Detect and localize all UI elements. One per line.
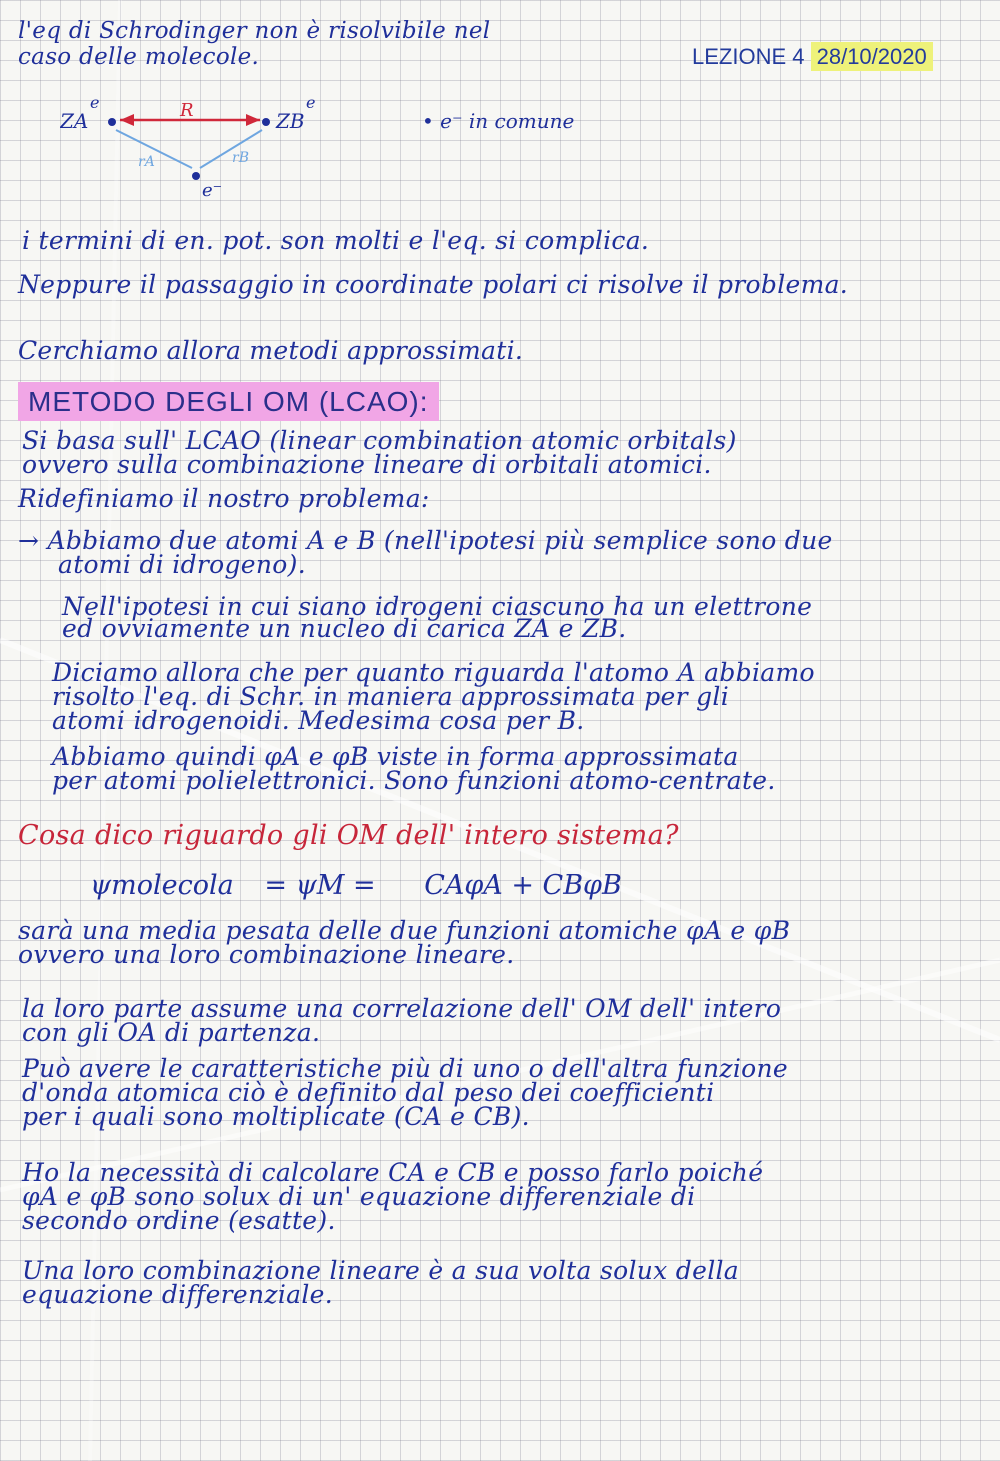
intro-line-1: i termini di en. pot. son molti e l'eq. si complica. <box>22 226 650 255</box>
lesson-date: 28/10/2020 <box>811 42 933 71</box>
nucleus-a-label: ZA <box>60 109 89 133</box>
lesson-label: LEZIONE 4 <box>692 44 805 69</box>
body2-line-4: con gli OA di partenza. <box>22 1018 321 1047</box>
body-line-12: per atomi polielettronici. Sono funzioni atomo-centrate. <box>52 766 776 795</box>
formula-lhs: ψmolecola <box>90 870 234 901</box>
body-line-9: risolto l'eq. di Schr. in maniera approssimata per gli <box>52 682 730 711</box>
body-line-4: → Abbiamo due atomi A e B (nell'ipotesi più semplice sono due <box>18 526 833 555</box>
electron-dot <box>192 172 200 180</box>
nucleus-b-label: ZB <box>276 109 305 133</box>
body2-line-2: ovvero una loro combinazione lineare. <box>18 940 515 969</box>
body2-line-6: d'onda atomica ciò è definito dal peso dei coefficienti <box>22 1078 715 1107</box>
intro-line-3: Cerchiamo allora metodi approssimati. <box>18 336 524 365</box>
body-line-1: Si basa sull' LCAO (linear combination atomic orbitals) <box>22 426 737 455</box>
formula <box>90 870 622 901</box>
body2-line-9: φA e φB sono solux di un' equazione differenziale di <box>22 1182 696 1211</box>
body2-line-7: per i quali sono moltiplicate (CA e CB). <box>22 1102 530 1131</box>
common-electron-note: • e⁻ in comune <box>422 109 575 133</box>
body-line-7: ed ovviamente un nucleo di carica ZA e ZB. <box>62 614 627 643</box>
distance-label: R <box>180 100 194 121</box>
body-line-3: Ridefiniamo il nostro problema: <box>18 484 430 513</box>
body-line-11: Abbiamo quindi φA e φB viste in forma approssimata <box>52 742 739 771</box>
body-line-2: ovvero sulla combinazione lineare di orbitali atomici. <box>22 450 712 479</box>
ra-label: rA <box>138 154 155 170</box>
body-line-10: atomi idrogenoidi. Medesima cosa per B. <box>52 706 585 735</box>
atoms-diagram <box>60 88 580 203</box>
electron-label: e⁻ <box>202 180 223 201</box>
question-line: Cosa dico riguardo gli OM dell' intero sistema? <box>18 820 679 851</box>
formula-rhs: CAφA + CBφB <box>424 870 622 901</box>
body-line-5: atomi di idrogeno). <box>58 550 306 579</box>
body2-line-1: sarà una media pesata delle due funzioni atomiche φA e φB <box>18 916 791 945</box>
body2-line-8: Ho la necessità di calcolare CA e CB e posso farlo poiché <box>22 1158 764 1187</box>
body2-line-5: Può avere le caratteristiche più di uno o dell'altra funzione <box>22 1054 788 1083</box>
nucleus-b-sup: e <box>306 93 316 112</box>
arrow-head-right <box>246 114 260 126</box>
body2-line-3: la loro parte assume una correlazione dell' OM dell' intero <box>22 994 782 1023</box>
body-line-6: Nell'ipotesi in cui siano idrogeni ciascuno ha un elettrone <box>62 592 813 621</box>
title-line-1: l'eq di Schrodinger non è risolvibile nel <box>18 18 491 44</box>
nucleus-b-dot <box>262 118 270 126</box>
body-line-8: Diciamo allora che per quanto riguarda l'atomo A abbiamo <box>52 658 815 687</box>
body2-line-10: secondo ordine (esatte). <box>22 1206 336 1235</box>
lesson-header <box>692 44 933 70</box>
body2-line-12: equazione differenziale. <box>22 1280 334 1309</box>
nucleus-a-dot <box>108 118 116 126</box>
nucleus-a-sup: e <box>90 93 100 112</box>
rb-line <box>200 130 262 168</box>
rb-label: rB <box>232 150 249 166</box>
title-line-2: caso delle molecole. <box>18 44 260 70</box>
section-title: METODO DEGLI OM (LCAO): <box>18 388 439 416</box>
intro-line-2: Neppure il passaggio in coordinate polari ci risolve il problema. <box>18 270 849 299</box>
arrow-head-left <box>120 114 134 126</box>
body2-line-11: Una loro combinazione lineare è a sua volta solux della <box>22 1256 739 1285</box>
formula-mid: = ψM = <box>264 870 376 901</box>
